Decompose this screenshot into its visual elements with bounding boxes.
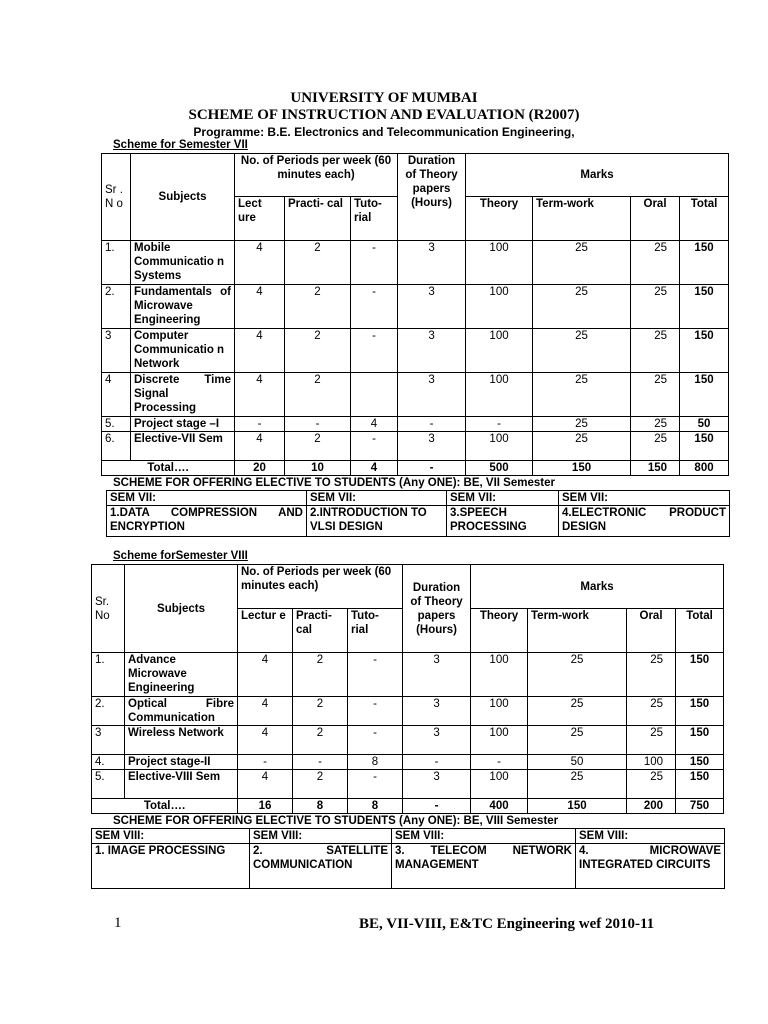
oral-cell: 100: [627, 755, 676, 770]
theory-cell: 100: [466, 285, 533, 329]
lecture-cell: -: [235, 417, 285, 432]
oral-cell: 25: [627, 653, 676, 697]
total-cell: 150: [676, 653, 724, 697]
elective-option: 1.DATA COMPRESSION AND ENCRYPTION: [107, 506, 307, 537]
sr-no-header: Sr . N o: [102, 154, 131, 241]
termwork-cell: 25: [533, 373, 631, 417]
termwork-cell: 25: [528, 653, 627, 697]
tutorial-cell: 8: [348, 755, 403, 770]
duration-cell: 3: [403, 770, 471, 799]
practical-cell: 2: [285, 373, 351, 417]
subject-cell: Discrete Time Signal Processing: [131, 373, 235, 417]
oral-cell: 25: [627, 770, 676, 799]
elective-sem-label: SEM VII:: [447, 491, 559, 506]
scheme-title: SCHEME OF INSTRUCTION AND EVALUATION (R2007): [188, 107, 580, 123]
oral-header: Oral: [627, 609, 676, 653]
theory-cell: 100: [471, 726, 528, 755]
theory-cell: 100: [466, 329, 533, 373]
table-row: [92, 726, 724, 755]
duration-cell: 3: [398, 373, 466, 417]
tutorial-total: 8: [348, 799, 403, 814]
termwork-total: 150: [528, 799, 627, 814]
sr-no-header: Sr. No: [92, 565, 125, 653]
university-title: UNIVERSITY OF MUMBAI: [290, 90, 478, 106]
sr-cell: 1.: [92, 653, 125, 697]
totals-row: [92, 799, 724, 814]
tutorial-cell: -: [348, 770, 403, 799]
total-cell: 150: [676, 755, 724, 770]
lecture-header: Lectur e: [238, 609, 293, 653]
theory-cell: -: [471, 755, 528, 770]
oral-total: 200: [627, 799, 676, 814]
subject-cell: Optical Fibre Communication: [125, 697, 238, 726]
lecture-cell: 4: [235, 241, 285, 285]
theory-cell: 100: [471, 697, 528, 726]
sr-cell: 4.: [92, 755, 125, 770]
termwork-cell: 25: [533, 285, 631, 329]
oral-cell: 25: [631, 285, 680, 329]
duration-total: -: [398, 461, 466, 476]
total-header: Total: [676, 609, 724, 653]
practical-cell: 2: [293, 770, 348, 799]
practical-cell: 2: [293, 697, 348, 726]
total-cell: 150: [680, 329, 729, 373]
elective-option: 2. SATELLITE COMMUNICATION: [250, 844, 392, 889]
sr-cell: 2.: [102, 285, 131, 329]
duration-cell: -: [403, 755, 471, 770]
tutorial-cell: -: [351, 285, 398, 329]
theory-total: 500: [466, 461, 533, 476]
tutorial-header: Tuto- rial: [348, 609, 403, 653]
totals-label: Total….: [102, 461, 235, 476]
elective-sem-label: SEM VII:: [307, 491, 447, 506]
theory-header: Theory: [471, 609, 528, 653]
total-cell: 150: [680, 373, 729, 417]
lecture-header: Lect ure: [235, 197, 285, 241]
oral-cell: 25: [631, 373, 680, 417]
sem8-elective-heading: SCHEME FOR OFFERING ELECTIVE TO STUDENTS (Any ONE): BE, VIII Semester: [113, 815, 559, 827]
oral-cell: 25: [631, 417, 680, 432]
theory-cell: 100: [471, 770, 528, 799]
lecture-cell: 4: [238, 653, 293, 697]
grand-total: 750: [676, 799, 724, 814]
tutorial-cell: -: [351, 329, 398, 373]
subjects-header: Subjects: [131, 154, 235, 241]
elective-option: 4. MICROWAVE INTEGRATED CIRCUITS: [576, 844, 725, 889]
total-cell: 150: [680, 432, 729, 461]
sem7-scheme-table: [101, 153, 729, 476]
theory-cell: 100: [471, 653, 528, 697]
duration-total: -: [403, 799, 471, 814]
oral-cell: 25: [627, 697, 676, 726]
subject-cell: Elective-VIII Sem: [125, 770, 238, 799]
duration-cell: 3: [403, 653, 471, 697]
total-cell: 150: [676, 697, 724, 726]
duration-cell: 3: [403, 726, 471, 755]
oral-total: 150: [631, 461, 680, 476]
subject-cell: Project stage –I: [131, 417, 235, 432]
lecture-cell: 4: [238, 770, 293, 799]
sem8-elective-table: [91, 828, 725, 889]
tutorial-total: 4: [351, 461, 398, 476]
termwork-cell: 25: [528, 697, 627, 726]
practical-cell: 2: [285, 432, 351, 461]
table-row: [92, 697, 724, 726]
elective-sem-label: SEM VIII:: [392, 829, 576, 844]
sr-cell: 4: [102, 373, 131, 417]
theory-cell: 100: [466, 373, 533, 417]
table-row: [92, 770, 724, 799]
sr-cell: 5.: [92, 770, 125, 799]
page-number: 1: [114, 915, 122, 931]
sem7-elective-table: [106, 490, 730, 537]
duration-cell: 3: [398, 432, 466, 461]
total-cell: 50: [680, 417, 729, 432]
sem7-elective-heading: SCHEME FOR OFFERING ELECTIVE TO STUDENTS (Any ONE): BE, VII Semester: [113, 477, 555, 489]
duration-cell: 3: [403, 697, 471, 726]
practical-cell: -: [285, 417, 351, 432]
practical-total: 8: [293, 799, 348, 814]
subject-cell: Project stage-II: [125, 755, 238, 770]
termwork-cell: 25: [528, 726, 627, 755]
tutorial-cell: -: [348, 697, 403, 726]
grand-total: 800: [680, 461, 729, 476]
marks-header: Marks: [466, 154, 729, 197]
elective-option: 4.ELECTRONIC PRODUCT DESIGN: [559, 506, 730, 537]
duration-cell: 3: [398, 241, 466, 285]
tutorial-cell: -: [348, 653, 403, 697]
sr-cell: 2.: [92, 697, 125, 726]
totals-row: [102, 461, 729, 476]
table-row: [102, 373, 729, 417]
lecture-cell: -: [238, 755, 293, 770]
sr-cell: 6.: [102, 432, 131, 461]
termwork-cell: 25: [533, 329, 631, 373]
elective-option: 3.SPEECH PROCESSING: [447, 506, 559, 537]
termwork-cell: 25: [533, 417, 631, 432]
tutorial-header: Tuto- rial: [351, 197, 398, 241]
elective-sem-label: SEM VIII:: [92, 829, 250, 844]
duration-header: Duration of Theory papers (Hours): [398, 154, 466, 241]
lecture-total: 20: [235, 461, 285, 476]
elective-option: 1. IMAGE PROCESSING: [92, 844, 250, 889]
practical-total: 10: [285, 461, 351, 476]
elective-sem-label: SEM VII:: [107, 491, 307, 506]
practical-cell: 2: [293, 726, 348, 755]
oral-header: Oral: [631, 197, 680, 241]
duration-cell: -: [398, 417, 466, 432]
sr-cell: 3: [92, 726, 125, 755]
termwork-cell: 50: [528, 755, 627, 770]
subject-cell: Mobile Communicatio n Systems: [131, 241, 235, 285]
subject-cell: Wireless Network: [125, 726, 238, 755]
elective-option: 2.INTRODUCTION TO VLSI DESIGN: [307, 506, 447, 537]
theory-header: Theory: [466, 197, 533, 241]
termwork-header: Term-work: [533, 197, 631, 241]
total-cell: 150: [680, 285, 729, 329]
theory-cell: 100: [466, 241, 533, 285]
sr-cell: 5.: [102, 417, 131, 432]
oral-cell: 25: [631, 432, 680, 461]
lecture-cell: 4: [238, 697, 293, 726]
sr-cell: 1.: [102, 241, 131, 285]
duration-header: Duration of Theory papers (Hours): [403, 565, 471, 653]
subject-cell: Advance Microwave Engineering: [125, 653, 238, 697]
elective-option: 3. TELECOM NETWORK MANAGEMENT: [392, 844, 576, 889]
duration-cell: 3: [398, 329, 466, 373]
total-cell: 150: [680, 241, 729, 285]
table-row: [92, 755, 724, 770]
termwork-cell: 25: [533, 241, 631, 285]
total-cell: 150: [676, 770, 724, 799]
termwork-cell: 25: [528, 770, 627, 799]
practical-cell: -: [293, 755, 348, 770]
duration-cell: 3: [398, 285, 466, 329]
elective-sem-label: SEM VIII:: [250, 829, 392, 844]
totals-label: Total….: [92, 799, 238, 814]
total-cell: 150: [676, 726, 724, 755]
periods-header: No. of Periods per week (60 minutes each): [238, 565, 403, 609]
table-row: [102, 329, 729, 373]
tutorial-cell: [351, 373, 398, 417]
sem7-caption: Scheme for Semester VII: [113, 139, 248, 151]
oral-cell: 25: [631, 241, 680, 285]
practical-cell: 2: [285, 241, 351, 285]
table-row: [92, 653, 724, 697]
practical-cell: 2: [293, 653, 348, 697]
elective-sem-label: SEM VIII:: [576, 829, 725, 844]
footer-text: BE, VII-VIII, E&TC Engineering wef 2010-11: [359, 916, 655, 932]
subject-cell: Fundamentals of Microwave Engineering: [131, 285, 235, 329]
lecture-cell: 4: [235, 373, 285, 417]
sr-cell: 3: [102, 329, 131, 373]
sem8-caption: Scheme forSemester VIII: [113, 550, 248, 562]
termwork-total: 150: [533, 461, 631, 476]
table-row: [102, 241, 729, 285]
practical-cell: 2: [285, 329, 351, 373]
subject-cell: Computer Communicatio n Network: [131, 329, 235, 373]
tutorial-cell: -: [351, 432, 398, 461]
practical-cell: 2: [285, 285, 351, 329]
tutorial-cell: 4: [351, 417, 398, 432]
lecture-cell: 4: [238, 726, 293, 755]
marks-header: Marks: [471, 565, 724, 609]
practical-header: Practi- cal: [285, 197, 351, 241]
table-row: [102, 285, 729, 329]
subjects-header: Subjects: [125, 565, 238, 653]
table-row: [102, 432, 729, 461]
lecture-total: 16: [238, 799, 293, 814]
oral-cell: 25: [631, 329, 680, 373]
theory-cell: 100: [466, 432, 533, 461]
termwork-header: Term-work: [528, 609, 627, 653]
sem8-scheme-table: [91, 564, 724, 814]
table-row: [102, 417, 729, 432]
theory-cell: -: [466, 417, 533, 432]
tutorial-cell: -: [351, 241, 398, 285]
elective-sem-label: SEM VII:: [559, 491, 730, 506]
termwork-cell: 25: [533, 432, 631, 461]
tutorial-cell: -: [348, 726, 403, 755]
lecture-cell: 4: [235, 432, 285, 461]
programme-line: Programme: B.E. Electronics and Telecommunication Engineering,: [193, 125, 575, 139]
subject-cell: Elective-VII Sem: [131, 432, 235, 461]
theory-total: 400: [471, 799, 528, 814]
lecture-cell: 4: [235, 329, 285, 373]
lecture-cell: 4: [235, 285, 285, 329]
oral-cell: 25: [627, 726, 676, 755]
total-header: Total: [680, 197, 729, 241]
periods-header: No. of Periods per week (60 minutes each): [235, 154, 398, 197]
practical-header: Practi- cal: [293, 609, 348, 653]
